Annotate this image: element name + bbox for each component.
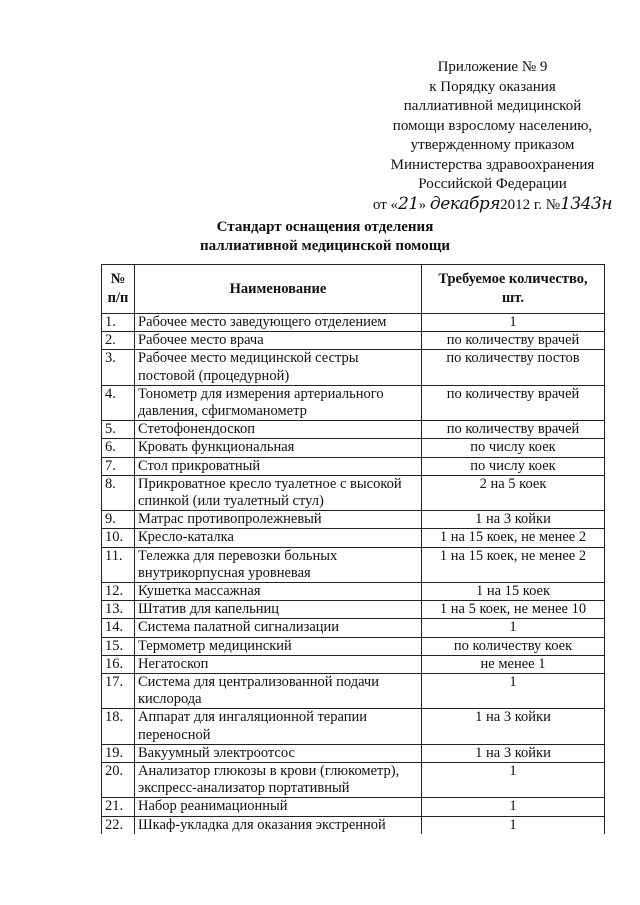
row-number: 5.: [102, 421, 135, 439]
appendix-line: паллиативной медицинской: [403, 98, 582, 114]
order-date-line: [370, 195, 615, 216]
table-header-row: [102, 265, 605, 314]
row-number: 9.: [102, 511, 135, 529]
order-month-handwritten: декабря: [429, 193, 501, 214]
table-row: [102, 709, 605, 744]
table-row: [102, 457, 605, 475]
row-quantity: 1: [422, 314, 605, 332]
row-quantity: 1 на 15 коек: [422, 583, 605, 601]
row-number: 20.: [102, 763, 135, 798]
row-quantity: по количеству постов: [422, 350, 605, 385]
row-number: 13.: [102, 601, 135, 619]
table-row: [102, 439, 605, 457]
row-name: Тонометр для измерения артериального давления, сфигмоманометр: [135, 385, 422, 420]
row-name: Рабочее место врача: [135, 332, 422, 350]
row-name: Матрас противопролежневый: [135, 511, 422, 529]
row-number: 18.: [102, 709, 135, 744]
appendix-line: утвержденному приказом: [410, 137, 575, 153]
row-number: 16.: [102, 655, 135, 673]
table-row: [102, 421, 605, 439]
row-name: Стол прикроватный: [135, 457, 422, 475]
row-quantity: по числу коек: [422, 439, 605, 457]
table-row: [102, 547, 605, 582]
row-name: Рабочее место заведующего отделением: [135, 314, 422, 332]
row-number: 12.: [102, 583, 135, 601]
appendix-line: Министерства здравоохранения: [390, 156, 595, 173]
row-quantity: 1: [422, 816, 605, 834]
row-quantity: по количеству врачей: [422, 421, 605, 439]
equipment-table: [101, 264, 605, 834]
table-row: [102, 655, 605, 673]
title-line: Стандарт оснащения отделения: [216, 219, 434, 235]
row-quantity: 2 на 5 коек: [422, 475, 605, 510]
row-name: Кресло-каталка: [135, 529, 422, 547]
row-quantity: 1: [422, 798, 605, 816]
table-row: [102, 798, 605, 816]
row-name: Система палатной сигнализации: [135, 619, 422, 637]
appendix-line: к Порядку оказания: [429, 78, 556, 95]
row-name: Негатоскоп: [135, 655, 422, 673]
row-number: 22.: [102, 816, 135, 834]
row-quantity: по числу коек: [422, 457, 605, 475]
table-row: [102, 385, 605, 420]
row-number: 2.: [102, 332, 135, 350]
row-name: Рабочее место медицинской сестры постовой (процедурной): [135, 350, 422, 385]
row-name: Стетофонендоскоп: [135, 421, 422, 439]
row-quantity: 1 на 15 коек, не менее 2: [422, 529, 605, 547]
table-row: [102, 763, 605, 798]
row-name: Термометр медицинский: [135, 637, 422, 655]
title-line: паллиативной медицинской помощи: [199, 238, 451, 254]
header-qty: Требуемое количество, шт.: [422, 265, 605, 314]
row-quantity: 1 на 3 койки: [422, 709, 605, 744]
row-number: 1.: [102, 314, 135, 332]
row-quantity: не менее 1: [422, 655, 605, 673]
table-row: [102, 511, 605, 529]
row-number: 6.: [102, 439, 135, 457]
row-name: Набор реанимационный: [135, 798, 422, 816]
order-mid: »: [418, 196, 430, 213]
table-row: [102, 674, 605, 709]
row-number: 8.: [102, 475, 135, 510]
row-name: Анализатор глюкозы в крови (глюкометр), экспресс-анализатор портативный: [135, 763, 422, 798]
row-name: Система для централизованной подачи кислорода: [135, 674, 422, 709]
row-name: Аппарат для ингаляционной терапии переносной: [135, 709, 422, 744]
row-quantity: 1 на 3 койки: [422, 744, 605, 762]
table-row: [102, 816, 605, 834]
table-row: [102, 583, 605, 601]
row-quantity: 1 на 5 коек, не менее 10: [422, 601, 605, 619]
table-row: [102, 350, 605, 385]
header-num: № п/п: [102, 265, 135, 314]
row-number: 14.: [102, 619, 135, 637]
table-row: [102, 601, 605, 619]
row-number: 15.: [102, 637, 135, 655]
row-name: Штатив для капельниц: [135, 601, 422, 619]
row-quantity: по количеству коек: [422, 637, 605, 655]
order-year: 2012 г. №: [500, 196, 561, 213]
row-name: Вакуумный электроотсос: [135, 744, 422, 762]
table-row: [102, 314, 605, 332]
order-prefix: от «: [372, 196, 399, 213]
header-name: Наименование: [135, 265, 422, 314]
row-number: 19.: [102, 744, 135, 762]
row-number: 3.: [102, 350, 135, 385]
row-name: Кровать функциональная: [135, 439, 422, 457]
row-number: 7.: [102, 457, 135, 475]
appendix-header: [370, 58, 615, 215]
row-name: Кушетка массажная: [135, 583, 422, 601]
row-number: 4.: [102, 385, 135, 420]
row-name: Тележка для перевозки больных внутрикорпусная уровневая: [135, 547, 422, 582]
row-quantity: 1: [422, 619, 605, 637]
order-number-handwritten: 1343н: [560, 193, 613, 214]
row-number: 10.: [102, 529, 135, 547]
table-row: [102, 529, 605, 547]
table-row: [102, 619, 605, 637]
row-number: 21.: [102, 798, 135, 816]
appendix-line: Российской Федерации: [418, 176, 567, 192]
row-name: Шкаф-укладка для оказания экстренной: [135, 816, 422, 834]
table-row: [102, 332, 605, 350]
appendix-line: Приложение № 9: [437, 59, 548, 75]
order-day-handwritten: 21: [398, 193, 419, 214]
row-quantity: по количеству врачей: [422, 385, 605, 420]
row-number: 11.: [102, 547, 135, 582]
row-quantity: 1 на 3 койки: [422, 511, 605, 529]
table-row: [102, 475, 605, 510]
standard-title: [150, 218, 500, 256]
table-row: [102, 744, 605, 762]
row-quantity: 1: [422, 763, 605, 798]
appendix-line: помощи взрослому населению,: [392, 117, 593, 134]
row-name: Прикроватное кресло туалетное с высокой спинкой (или туалетный стул): [135, 475, 422, 510]
row-quantity: 1 на 15 коек, не менее 2: [422, 547, 605, 582]
row-quantity: по количеству врачей: [422, 332, 605, 350]
row-number: 17.: [102, 674, 135, 709]
row-quantity: 1: [422, 674, 605, 709]
table-row: [102, 637, 605, 655]
